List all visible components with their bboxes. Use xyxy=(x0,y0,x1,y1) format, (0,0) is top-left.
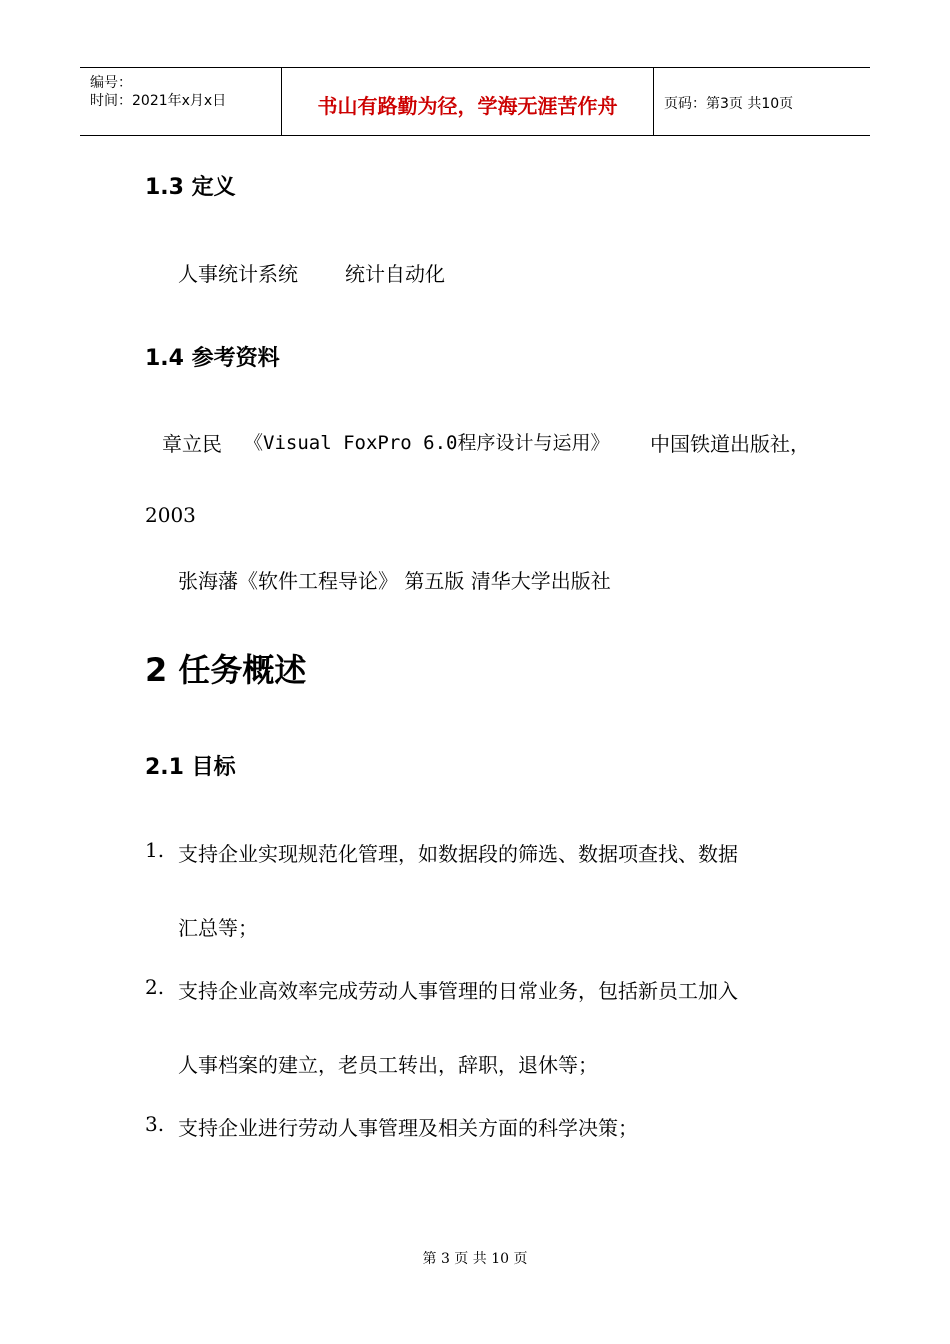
reference-1-author: 章立民 xyxy=(162,432,222,456)
goal-2-line-1: 支持企业高效率完成劳动人事管理的日常业务，包括新员工加入 xyxy=(178,979,738,1003)
goal-3-line-1: 支持企业进行劳动人事管理及相关方面的科学决策； xyxy=(178,1116,638,1140)
section-1-4-title: 1.4 参考资料 xyxy=(145,346,280,371)
page-header xyxy=(80,67,870,136)
goal-1-number: 1. xyxy=(145,838,165,862)
page-footer: 第 3 页 共 10 页 xyxy=(422,1251,528,1267)
chapter-2-title: 2 任务概述 xyxy=(145,651,307,689)
goal-2-number: 2. xyxy=(145,975,165,999)
reference-1-title: 《Visual FoxPro 6.0程序设计与运用》 xyxy=(244,432,610,454)
header-meta-cell xyxy=(80,68,281,135)
definition-term-1: 人事统计系统 xyxy=(178,262,298,286)
goal-1-line-1: 支持企业实现规范化管理，如数据段的筛选、数据项查找、数据 xyxy=(178,842,738,866)
header-page-number: 页码：第3页 共10页 xyxy=(664,96,794,112)
definition-term-2: 统计自动化 xyxy=(345,262,445,286)
reference-1-publisher: 中国铁道出版社， xyxy=(650,432,810,456)
reference-2: 张海藩《软件工程导论》 第五版 清华大学出版社 xyxy=(178,569,611,593)
goal-3-number: 3. xyxy=(145,1112,165,1136)
header-page-cell xyxy=(654,68,870,135)
reference-1-year: 2003 xyxy=(145,503,196,527)
goal-1-line-2: 汇总等； xyxy=(178,916,258,940)
goal-2-line-2: 人事档案的建立，老员工转出，辞职，退休等； xyxy=(178,1053,598,1077)
section-2-1-title: 2.1 目标 xyxy=(145,755,236,780)
header-number: 编号： xyxy=(90,75,132,91)
header-motto: 书山有路勤为径，学海无涯苦作舟 xyxy=(317,94,618,118)
header-time: 时间：2021年x月x日 xyxy=(90,93,227,109)
header-motto-cell xyxy=(281,68,654,135)
section-1-3-title: 1.3 定义 xyxy=(145,175,236,200)
